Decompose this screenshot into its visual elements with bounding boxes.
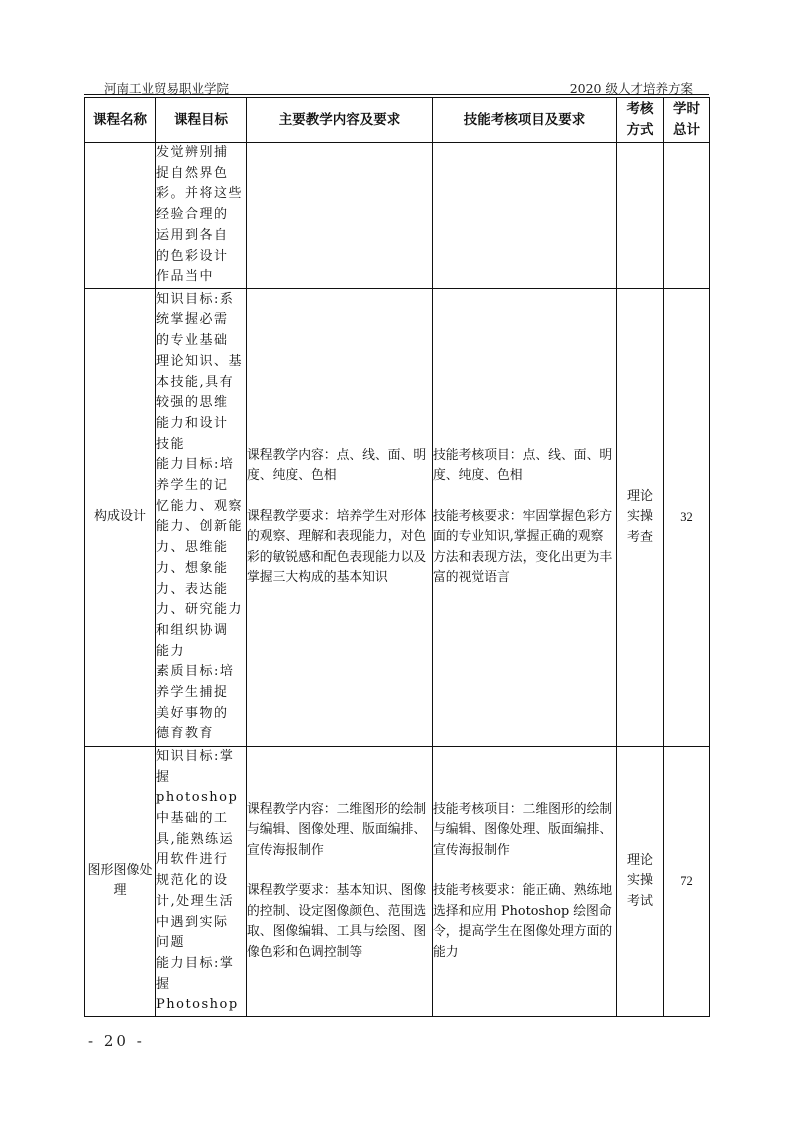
course-goal-line: 本技能,具有 <box>156 374 235 390</box>
assessment-method-line: 实操 <box>626 509 653 525</box>
header-institution: 河南工业贸易职业学院 <box>104 81 230 96</box>
course-goal-line: 中遇到实际 <box>156 914 229 930</box>
course-goal-line: 较强的思维 <box>156 395 229 411</box>
teaching-content-paragraph: 课程教学内容：点、线、面、明度、纯度、色相 <box>247 447 427 484</box>
table-row <box>85 746 710 1016</box>
column-header-skill-assessment: 技能考核项目及要求 <box>433 98 617 143</box>
teaching-content-cell <box>247 746 433 1016</box>
course-goal-line: 作品当中 <box>156 269 215 285</box>
course-goal-cell <box>156 746 247 1016</box>
table-row <box>85 143 710 289</box>
assessment-method-cell <box>617 143 664 289</box>
course-goal-line: 力、研究能力 <box>156 602 244 618</box>
course-goal-line: 的色彩设计 <box>156 248 229 264</box>
course-goal-line: 经验合理的 <box>156 207 229 223</box>
course-goal-line: 力、表达能 <box>156 581 229 597</box>
course-goal-line: photoshop <box>156 790 239 806</box>
assessment-method-line: 考试 <box>626 893 653 909</box>
page-number: - 20 - <box>88 1032 145 1050</box>
total-hours-cell: 72 <box>664 746 710 1016</box>
course-goal-line: 知识目标:系 <box>156 291 235 307</box>
course-goal-line: 具,能熟练运 <box>156 831 235 847</box>
course-goal-line: 能力 <box>156 643 186 659</box>
course-goal-line: 养学生的记 <box>156 478 229 494</box>
course-goal-line: 能力目标:培 <box>156 457 235 473</box>
course-goal-line: 握 <box>156 976 171 992</box>
table-row <box>85 288 710 746</box>
header-rule <box>84 94 709 95</box>
header-document-title: 2020 级人才培养方案 <box>569 81 693 96</box>
skill-assessment-cell <box>433 288 617 746</box>
course-goal-line: 德育教育 <box>156 726 215 742</box>
course-goal-line: 发觉辨别捕 <box>156 145 229 160</box>
assessment-method-cell <box>617 288 664 746</box>
column-header-teaching-content: 主要教学内容及要求 <box>247 98 433 143</box>
column-header-total-hours <box>664 98 710 143</box>
course-goal-line: 和组织协调 <box>156 622 229 638</box>
skill-assessment-paragraph: 技能考核要求：牢固掌握色彩方面的专业知识,掌握正确的观察方法和表现方法，变化出更为丰富的视觉语言 <box>433 508 613 586</box>
course-goal-line: 力、想象能 <box>156 560 229 576</box>
course-goal-line: 用软件进行 <box>156 852 229 868</box>
table-header-row <box>85 98 710 143</box>
column-header-method-text: 考核方式 <box>626 101 654 138</box>
course-goal-line: 中基础的工 <box>156 811 229 827</box>
teaching-content-paragraph: 课程教学内容：二维图形的绘制与编辑、图像处理、版面编排、宣传海报制作 <box>247 801 427 858</box>
skill-assessment-cell <box>433 143 617 289</box>
course-goal-line: 美好事物的 <box>156 705 229 721</box>
course-goal-line: 素质目标:培 <box>156 664 235 680</box>
course-goal-line: 彩。并将这些 <box>156 186 244 202</box>
skill-assessment-paragraph: 技能考核要求：能正确、熟练地选择和应用 Photoshop 绘图命令，提高学生在图像处理方面的能力 <box>433 883 613 960</box>
skill-assessment-paragraph: 技能考核项目：点、线、面、明度、纯度、色相 <box>433 447 613 484</box>
total-hours-cell: 32 <box>664 288 710 746</box>
course-goal-line: 能力目标:掌 <box>156 955 235 971</box>
course-name-cell: 图形图像处理 <box>85 746 156 1016</box>
total-hours-cell <box>664 143 710 289</box>
course-goal-line: 运用到各自 <box>156 227 229 243</box>
course-name-cell: 构成设计 <box>85 288 156 746</box>
course-goal-line: 问题 <box>156 935 186 951</box>
column-header-course-goal: 课程目标 <box>156 98 247 143</box>
course-goal-line: 计,处理生活 <box>156 893 235 909</box>
column-header-assessment-method <box>617 98 664 143</box>
course-name-cell <box>85 143 156 289</box>
assessment-method-line: 实操 <box>626 873 653 889</box>
course-goal-line: 捉自然界色 <box>156 165 229 181</box>
course-goal-cell <box>156 143 247 289</box>
assessment-method-line: 考查 <box>626 529 653 545</box>
course-goal-line: 技能 <box>156 436 186 452</box>
course-goal-line: 忆能力、观察 <box>156 498 244 514</box>
course-goal-line: Photoshop <box>156 997 239 1013</box>
course-goal-line: 规范化的设 <box>156 873 229 889</box>
course-goal-line: 能力、创新能 <box>156 519 244 535</box>
assessment-method-line: 理论 <box>626 852 653 868</box>
teaching-content-cell <box>247 143 433 289</box>
teaching-content-cell <box>247 288 433 746</box>
assessment-method-cell <box>617 746 664 1016</box>
course-goal-cell <box>156 288 247 746</box>
course-goal-line: 握 <box>156 769 171 785</box>
course-goal-line: 知识目标:掌 <box>156 748 235 764</box>
teaching-content-paragraph: 课程教学要求：基本知识、图像的控制、设定图像颜色、范围选取、图像编辑、工具与绘图、图像色彩和色调控制等 <box>247 883 427 960</box>
skill-assessment-paragraph: 技能考核项目：二维图形的绘制与编辑、图像处理、版面编排、宣传海报制作 <box>433 801 613 858</box>
column-header-course-name: 课程名称 <box>85 98 156 143</box>
course-goal-line: 养学生捕捉 <box>156 685 229 701</box>
column-header-hours-text: 学时总计 <box>672 101 700 138</box>
teaching-content-paragraph: 课程教学要求：培养学生对形体的观察、理解和表现能力，对色彩的敏锐感和配色表现能力以及掌握三大构成的基本知识 <box>247 508 427 586</box>
course-goal-line: 理论知识、基 <box>156 353 244 369</box>
course-goal-line: 力、思维能 <box>156 540 229 556</box>
curriculum-table <box>84 97 710 1017</box>
skill-assessment-cell <box>433 746 617 1016</box>
course-goal-line: 能力和设计 <box>156 415 229 431</box>
course-goal-line: 的专业基础 <box>156 333 229 349</box>
assessment-method-line: 理论 <box>626 488 653 504</box>
course-goal-line: 统掌握必需 <box>156 312 229 328</box>
